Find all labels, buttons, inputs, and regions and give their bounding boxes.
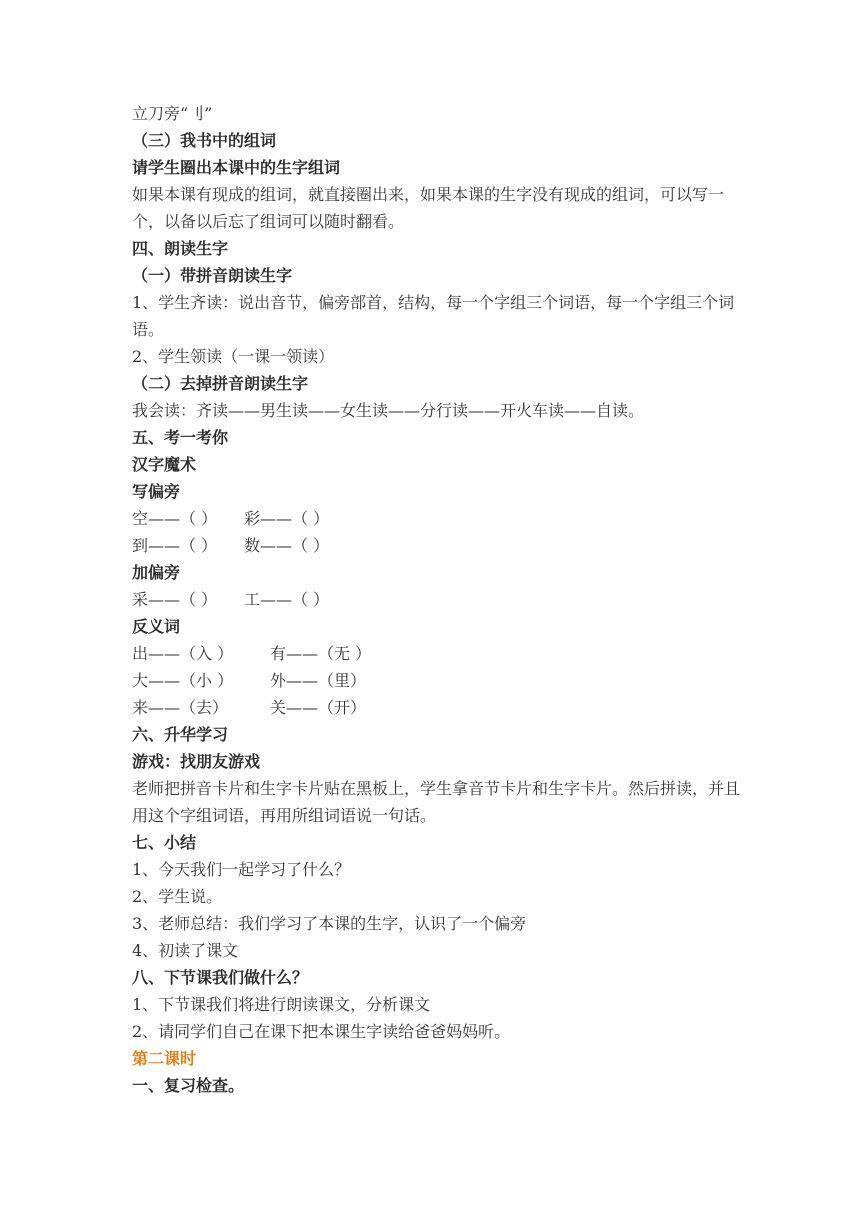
- section-heading: （一）带拼音朗读生字: [132, 266, 293, 285]
- section-heading: 请学生圈出本课中的生字组词: [132, 158, 341, 177]
- exercise-right: 彩——（ ）: [244, 509, 330, 528]
- exercise-left: 出——（入 ）: [132, 644, 234, 663]
- section-heading: 加偏旁: [132, 563, 181, 582]
- exercise-right: 外——（里）: [270, 671, 367, 690]
- exercise-right: 有——（无 ）: [270, 644, 372, 663]
- section-heading: （三）我书中的组词: [132, 131, 277, 150]
- text-line: 1、下节课我们将进行朗读课文，分析课文: [132, 995, 431, 1014]
- exercise-right: 工——（ ）: [244, 590, 330, 609]
- paragraph: 老师把拼音卡片和生字卡片贴在黑板上，学生拿音节卡片和生字卡片。然后拼读，并且用这个字组词语，再用所组词语说一句话。: [132, 779, 741, 825]
- exercise-row: [132, 640, 742, 667]
- text-line: 2、学生领读（一课一领读）: [132, 347, 335, 366]
- text-line: 4、初读了课文: [132, 941, 239, 960]
- exercise-row: [132, 586, 742, 613]
- section-heading: 五、考一考你: [132, 428, 229, 447]
- text-line: 1、今天我们一起学习了什么？: [132, 860, 351, 879]
- exercise-left: 空——（ ）: [132, 509, 218, 528]
- section-heading: 一、复习检查。: [132, 1076, 245, 1095]
- text-line: 2、请同学们自己在课下把本课生字读给爸爸妈妈听。: [132, 1022, 511, 1041]
- section-heading: 六、升华学习: [132, 725, 229, 744]
- exercise-row: [132, 532, 742, 559]
- section-heading: 四、朗读生字: [132, 239, 229, 258]
- section-heading: 写偏旁: [132, 482, 181, 501]
- paragraph: 1、学生齐读：说出音节，偏旁部首，结构，每一个字组三个词语，每一个字组三个词语。: [132, 293, 735, 339]
- exercise-left: 来——（去）: [132, 698, 229, 717]
- exercise-left: 大——（小 ）: [132, 671, 234, 690]
- exercise-row: [132, 667, 742, 694]
- section-heading: 八、下节课我们做什么？: [132, 968, 309, 987]
- section-heading: 游戏：找朋友游戏: [132, 752, 261, 771]
- section-heading: 汉字魔术: [132, 455, 197, 474]
- section-heading: （二）去掉拼音朗读生字: [132, 374, 309, 393]
- text-line: 3、老师总结：我们学习了本课的生字，认识了一个偏旁: [132, 914, 527, 933]
- exercise-right: 关——（开）: [270, 698, 367, 717]
- lesson-period-heading: 第二课时: [132, 1049, 197, 1068]
- exercise-row: [132, 694, 742, 721]
- exercise-row: [132, 505, 742, 532]
- exercise-right: 数——（ ）: [244, 536, 330, 555]
- text-line: 2、学生说。: [132, 887, 223, 906]
- text-line: 立刀旁“刂”: [132, 104, 213, 123]
- section-heading: 七、小结: [132, 833, 197, 852]
- text-line: 我会读：齐读——男生读——女生读——分行读——开火车读——自读。: [132, 401, 645, 420]
- paragraph: 如果本课有现成的组词，就直接圈出来，如果本课的生字没有现成的组词，可以写一个，以备以后忘了组词可以随时翻看。: [132, 185, 725, 231]
- exercise-left: 采——（ ）: [132, 590, 218, 609]
- exercise-left: 到——（ ）: [132, 536, 218, 555]
- document-body: [132, 100, 742, 1099]
- section-heading: 反义词: [132, 617, 181, 636]
